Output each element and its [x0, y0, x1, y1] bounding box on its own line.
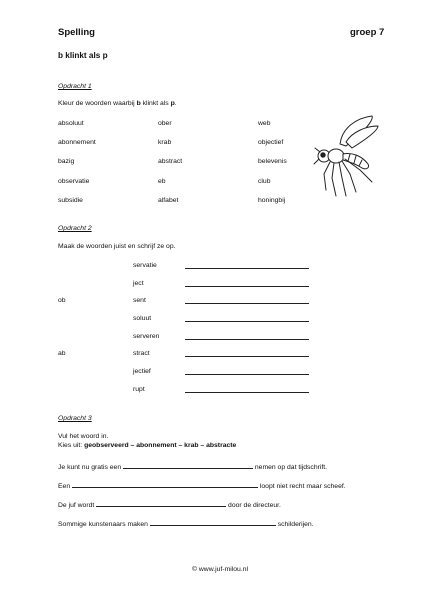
sentence-text: loopt niet recht maar scheef. [259, 483, 346, 490]
word-belevenis[interactable]: belevenis [258, 158, 287, 165]
instruction-letter-p: p [170, 100, 175, 107]
page-subtitle: b klinkt als p [58, 51, 108, 60]
word-web[interactable]: web [258, 120, 271, 127]
suffix-soluut: soluut [133, 315, 152, 322]
group-label: groep 7 [350, 27, 385, 38]
word-abstract[interactable]: abstract [158, 158, 183, 165]
answer-line[interactable] [185, 356, 309, 357]
fill-in-blank[interactable] [96, 500, 226, 507]
instruction-letter-b: b [136, 100, 141, 107]
answer-line[interactable] [185, 303, 309, 304]
answer-line[interactable] [185, 268, 309, 269]
opdracht1-title: Opdracht 1 [58, 83, 92, 90]
opdracht2-instruction: Maak de woorden juist en schrijf ze op. [58, 243, 176, 250]
sentence-text: Een [58, 483, 71, 490]
word-subsidie[interactable]: subsidie [58, 197, 83, 204]
instruction-text: . [174, 100, 177, 107]
answer-line[interactable] [185, 374, 309, 375]
word-alfabet[interactable]: alfabet [158, 197, 179, 204]
choices-label: Kies uit: [58, 442, 85, 449]
fill-in-blank[interactable] [123, 462, 253, 469]
opdracht3-instruction: Vul het woord in. [58, 433, 109, 440]
opdracht2-title: Opdracht 2 [58, 225, 92, 232]
footer-copyright: © www.juf-milou.nl [192, 566, 248, 573]
word-ober[interactable]: ober [158, 120, 172, 127]
fill-in-blank[interactable] [150, 519, 276, 526]
opdracht3-title: Opdracht 3 [58, 415, 92, 422]
sentence-text: Je kunt nu gratis een [58, 464, 122, 471]
word-krab[interactable]: krab [158, 139, 172, 146]
answer-line[interactable] [185, 339, 309, 340]
word-abonnement[interactable]: abonnement [58, 139, 96, 146]
word-bazig[interactable]: bazig [58, 158, 75, 165]
mosquito-illustration [312, 112, 382, 204]
sentence-text: schilderijen. [277, 521, 314, 528]
suffix-servatie: servatie [133, 262, 157, 269]
word-observatie[interactable]: observatie [58, 178, 90, 185]
sentence-1 [58, 462, 327, 471]
word-objectief[interactable]: objectief [258, 139, 284, 146]
page-title: Spelling [58, 27, 95, 38]
fill-in-blank[interactable] [72, 481, 258, 488]
word-absoluut[interactable]: absoluut [58, 120, 84, 127]
sentence-3 [58, 500, 281, 509]
sentence-text: door de directeur. [228, 502, 281, 509]
suffix-sent: sent [133, 297, 146, 304]
answer-line[interactable] [185, 321, 309, 322]
instruction-text: Kleur de woorden waarbij [58, 100, 137, 107]
answer-line[interactable] [185, 286, 309, 287]
word-honingbij[interactable]: honingbij [258, 197, 286, 204]
prefix-ab: ab [58, 350, 66, 357]
sentence-text: nemen op dat tijdschrift. [254, 464, 328, 471]
suffix-ject: ject [133, 280, 144, 287]
sentence-4 [58, 519, 314, 528]
sentence-2 [58, 481, 346, 490]
answer-line[interactable] [185, 392, 309, 393]
opdracht1-instruction [58, 100, 177, 107]
sentence-text: Sommige kunstenaars maken [58, 521, 148, 528]
suffix-jectief: jectief [133, 368, 151, 375]
sentence-text: De juf wordt [58, 502, 95, 509]
suffix-stract: stract [133, 350, 150, 357]
word-eb[interactable]: eb [158, 178, 166, 185]
opdracht3-choices [58, 442, 236, 449]
word-club[interactable]: club [258, 178, 271, 185]
suffix-serveren: serveren [133, 333, 160, 340]
suffix-rupt: rupt [133, 386, 145, 393]
prefix-ob: ob [58, 297, 66, 304]
choices-list: geobserveerd – abonnement – krab – abstracte [84, 442, 237, 449]
instruction-text: klinkt als [140, 100, 171, 107]
